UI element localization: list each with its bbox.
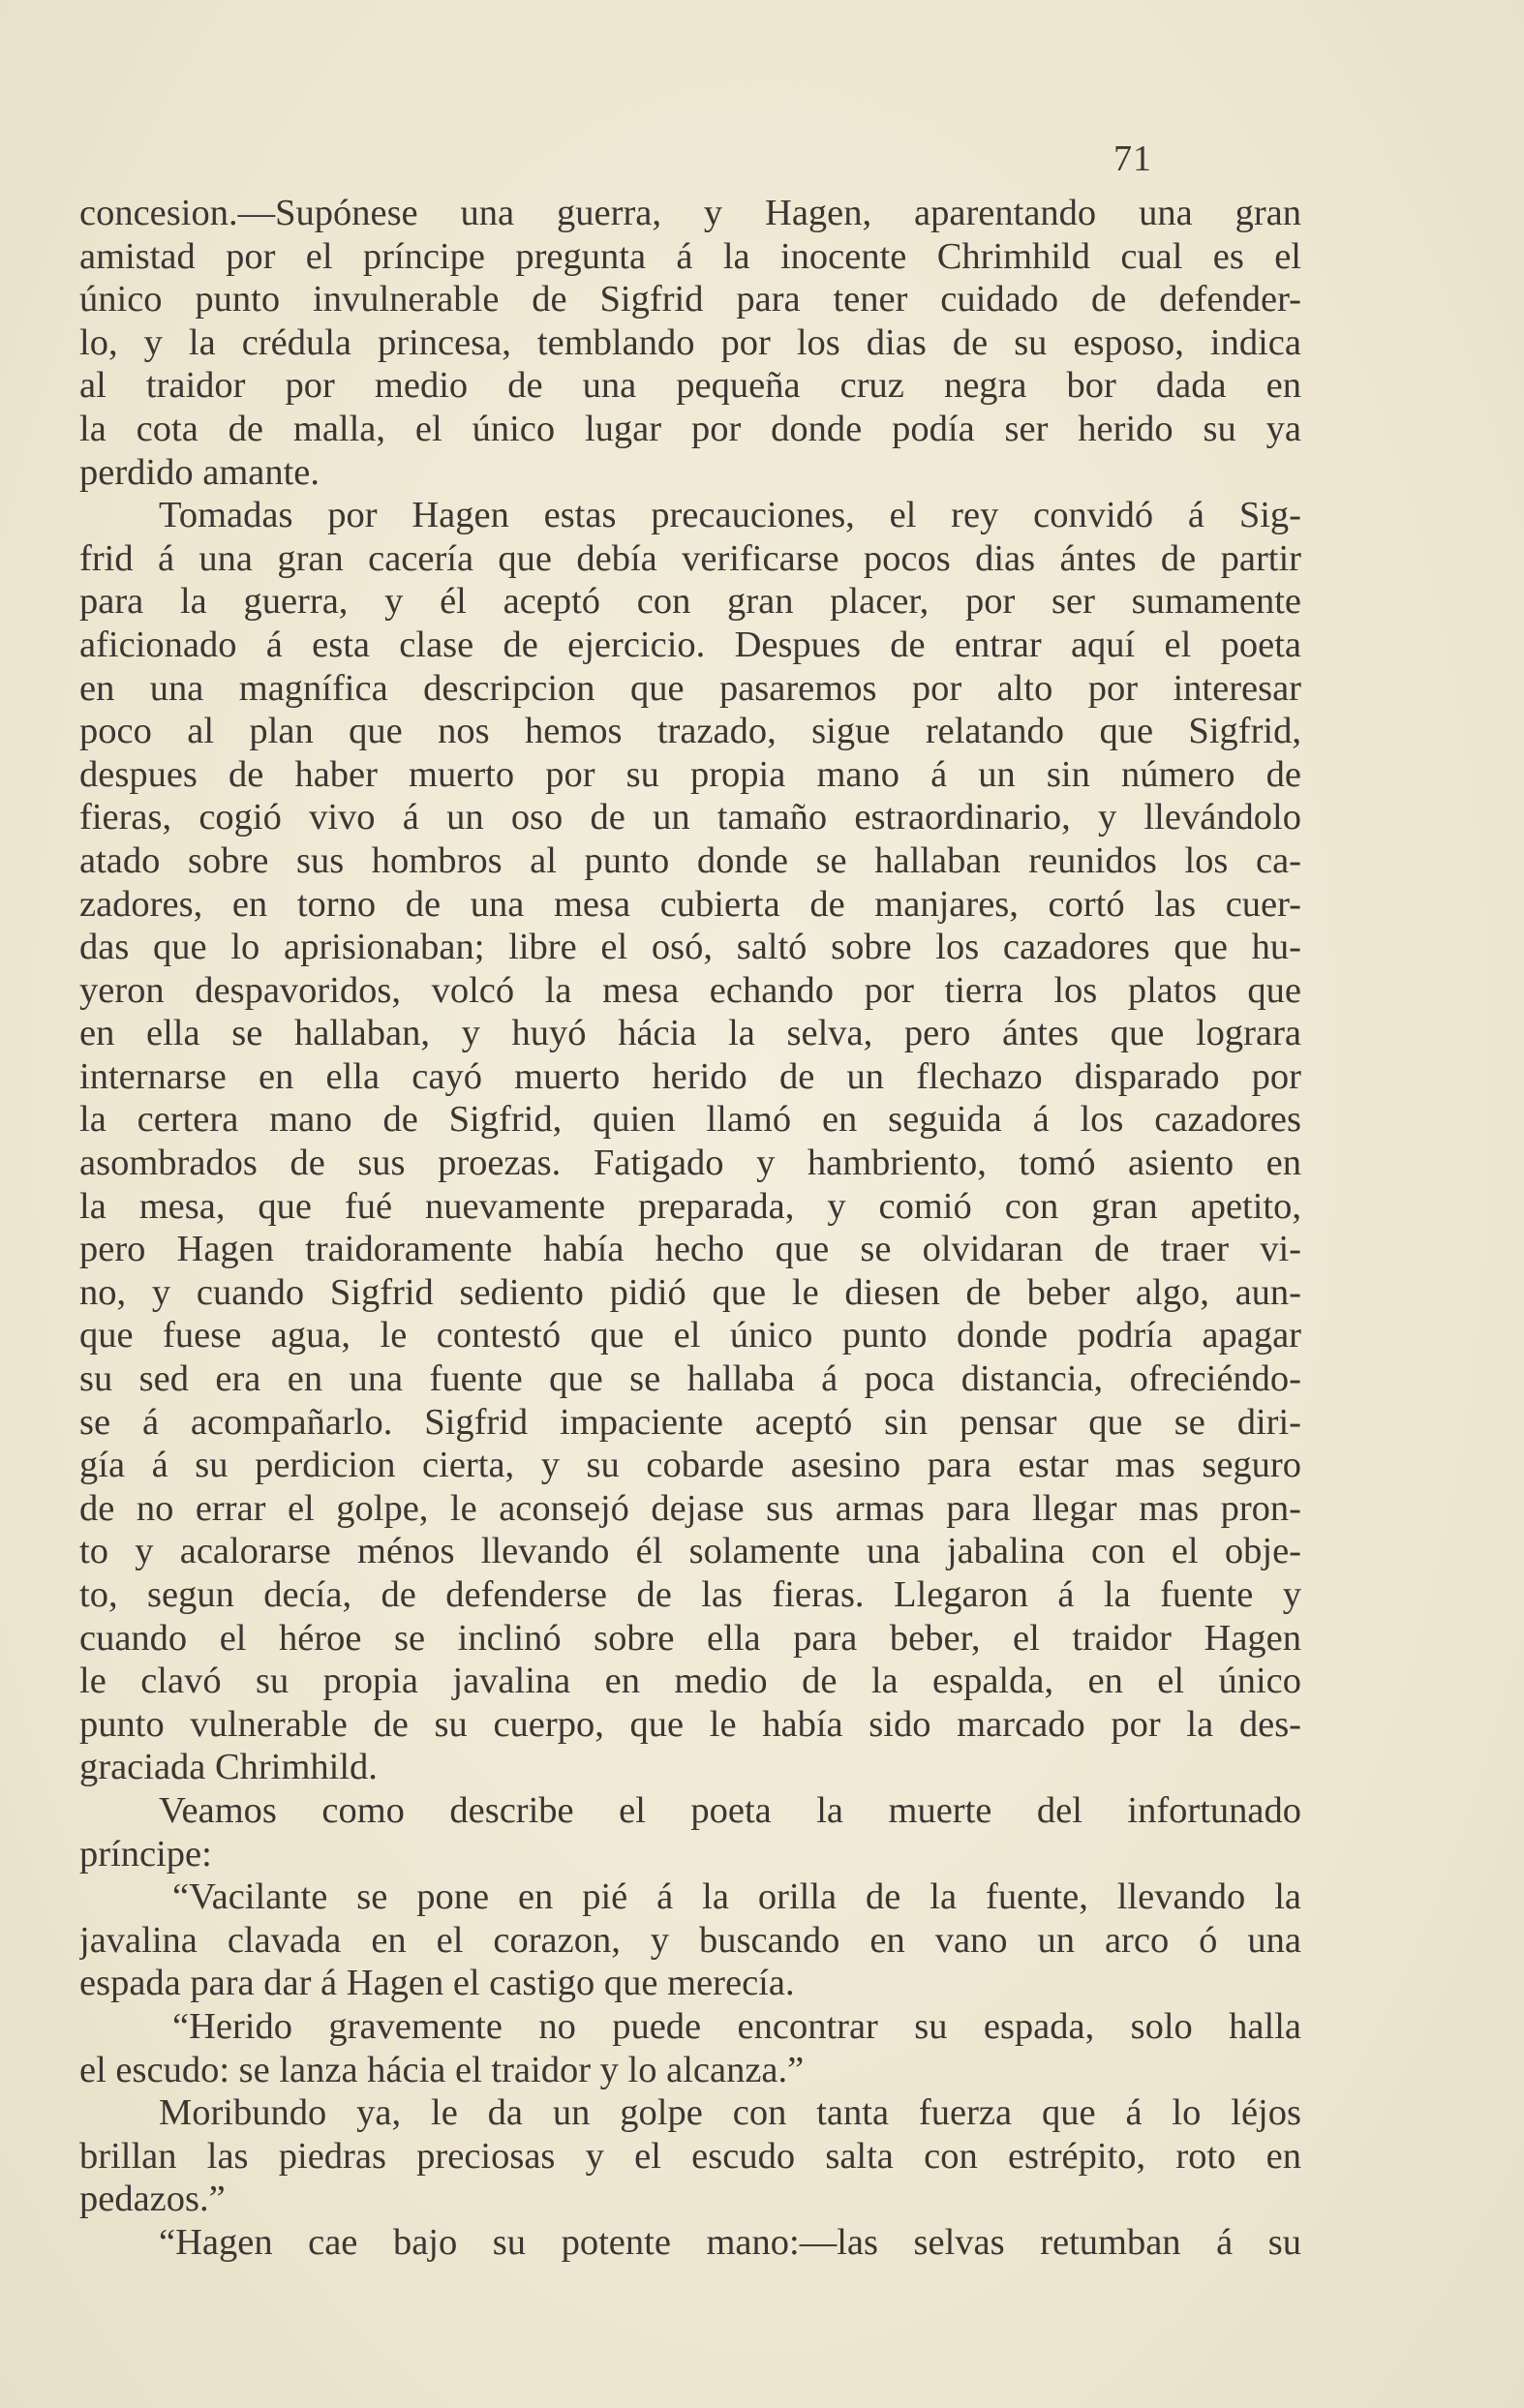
text-line: amistad por el príncipe pregunta á la inocente Chrimhild cual es el xyxy=(79,235,1301,277)
text-line: punto vulnerable de su cuerpo, que le había sido marcado por la des- xyxy=(79,1703,1301,1745)
text-line: Veamos como describe el poeta la muerte del infortunado xyxy=(159,1789,1301,1831)
text-line: al traidor por medio de una pequeña cruz negra bor dada en xyxy=(79,365,1301,407)
text-line: se á acompañarlo. Sigfrid impaciente aceptó sin pensar que se diri- xyxy=(79,1401,1301,1443)
text-line: gía á su perdicion cierta, y su cobarde asesino para estar mas seguro xyxy=(79,1445,1301,1486)
text-line: to, segun decía, de defenderse de las fieras. Llegaron á la fuente y xyxy=(79,1574,1301,1615)
text-line: único punto invulnerable de Sigfrid para tener cuidado de defender- xyxy=(79,279,1301,320)
text-line: lo, y la crédula princesa, temblando por los dias de su esposo, indica xyxy=(79,321,1301,363)
text-line: cuando el héroe se inclinó sobre ella para beber, el traidor Hagen xyxy=(79,1617,1301,1659)
text-line: to y acalorarse ménos llevando él solamente una jabalina con el obje- xyxy=(79,1531,1301,1572)
text-line: no, y cuando Sigfrid sediento pidió que le diesen de beber algo, aun- xyxy=(79,1271,1301,1313)
text-line: pedazos.” xyxy=(79,2179,226,2220)
text-line: la mesa, que fué nuevamente preparada, y comió con gran apetito, xyxy=(79,1185,1301,1227)
text-line: Tomadas por Hagen estas precauciones, el rey convidó á Sig- xyxy=(159,495,1301,536)
text-line: despues de haber muerto por su propia mano á un sin número de xyxy=(79,753,1301,795)
text-line: su sed era en una fuente que se hallaba á poca distancia, ofreciéndo- xyxy=(79,1358,1301,1400)
text-line: la certera mano de Sigfrid, quien llamó en seguida á los cazadores xyxy=(79,1099,1301,1141)
text-line: “Herido gravemente no puede encontrar su espada, solo halla xyxy=(172,2005,1301,2047)
text-line: asombrados de sus proezas. Fatigado y hambriento, tomó asiento en xyxy=(79,1143,1301,1184)
text-line: perdido amante. xyxy=(79,451,320,493)
text-line: das que lo aprisionaban; libre el osó, saltó sobre los cazadores que hu- xyxy=(79,927,1301,968)
text-line: el escudo: se lanza hácia el traidor y lo alcanza.” xyxy=(79,2049,805,2090)
text-line: internarse en ella cayó muerto herido de un flechazo disparado por xyxy=(79,1055,1301,1097)
text-line: príncipe: xyxy=(79,1833,212,1875)
text-line: javalina clavada en el corazon, y buscando en vano un arco ó una xyxy=(79,1919,1301,1961)
text-line: para la guerra, y él aceptó con gran placer, por ser sumamente xyxy=(79,581,1301,623)
text-line: en ella se hallaban, y huyó hácia la selva, pero ántes que lograra xyxy=(79,1013,1301,1054)
text-line: concesion.—Supónese una guerra, y Hagen, aparentando una gran xyxy=(79,193,1301,233)
text-line: la cota de malla, el único lugar por donde podía ser herido su ya xyxy=(79,408,1301,449)
text-line: graciada Chrimhild. xyxy=(79,1747,378,1788)
text-line: poco al plan que nos hemos trazado, sigue relatando que Sigfrid, xyxy=(79,711,1301,752)
text-line: le clavó su propia javalina en medio de la espalda, en el único xyxy=(79,1661,1301,1702)
text-line: zadores, en torno de una mesa cubierta de manjares, cortó las cuer- xyxy=(79,883,1301,925)
text-line: aficionado á esta clase de ejercicio. Despues de entrar aquí el poeta xyxy=(79,624,1301,665)
text-line: yeron despavoridos, volcó la mesa echando por tierra los platos que xyxy=(79,969,1301,1011)
text-line: espada para dar á Hagen el castigo que merecía. xyxy=(79,1963,795,2004)
text-line: “Hagen cae bajo su potente mano:—las selvas retumban á su xyxy=(159,2221,1301,2263)
text-line: en una magnífica descripcion que pasaremos por alto por interesar xyxy=(79,667,1301,709)
text-line: brillan las piedras preciosas y el escudo salta con estrépito, roto en xyxy=(79,2135,1301,2177)
text-line: frid á una gran cacería que debía verificarse pocos dias ántes de partir xyxy=(79,537,1301,579)
text-line: “Vacilante se pone en pié á la orilla de la fuente, llevando la xyxy=(172,1876,1301,1918)
text-line: que fuese agua, le contestó que el único punto donde podría apagar xyxy=(79,1315,1301,1356)
page-number: 71 xyxy=(1113,138,1152,179)
body-text xyxy=(79,192,1301,2265)
text-line: fieras, cogió vivo á un oso de un tamaño estraordinario, y llevándolo xyxy=(79,797,1301,838)
text-line: de no errar el golpe, le aconsejó dejase sus armas para llegar mas pron- xyxy=(79,1487,1301,1529)
text-line: atado sobre sus hombros al punto donde se hallaban reunidos los ca- xyxy=(79,839,1301,881)
text-line: Moribundo ya, le da un golpe con tanta fuerza que á lo léjos xyxy=(159,2092,1301,2134)
text-line: pero Hagen traidoramente había hecho que se olvidaran de traer vi- xyxy=(79,1229,1301,1270)
